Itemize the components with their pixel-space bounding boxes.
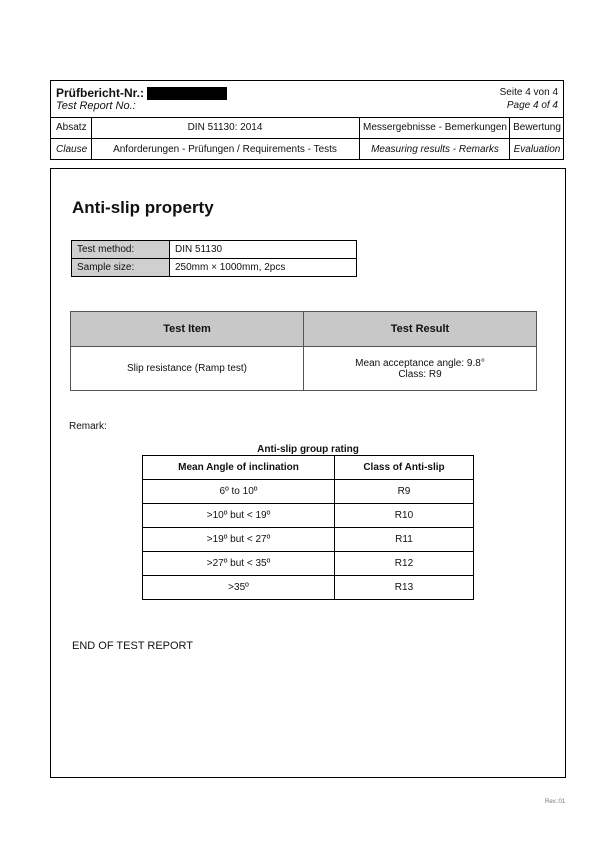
header-divider	[91, 117, 92, 160]
class-cell: R9	[334, 480, 473, 504]
report-header	[50, 80, 564, 160]
test-item-header: Test Item	[71, 312, 304, 347]
group-rating-title: Anti-slip group rating	[257, 444, 359, 455]
messergebnisse-label: Messergebnisse - Bemerkungen	[363, 122, 507, 133]
table-row	[72, 259, 357, 277]
requirements-text: Anforderungen - Prüfungen / Requirements - Tests	[113, 144, 337, 155]
group-rating-table	[142, 455, 474, 600]
test-info-table	[71, 240, 357, 277]
test-result-header: Test Result	[304, 312, 537, 347]
absatz-label: Absatz	[56, 122, 87, 133]
result-line: Class: R9	[398, 368, 442, 380]
class-cell: R11	[334, 528, 473, 552]
sample-size-label: Sample size:	[72, 259, 170, 277]
test-method-label: Test method:	[72, 241, 170, 259]
class-cell: R12	[334, 552, 473, 576]
table-row	[143, 528, 474, 552]
test-item-cell: Slip resistance (Ramp test)	[71, 347, 304, 391]
table-row	[143, 576, 474, 600]
table-row	[143, 504, 474, 528]
angle-cell: >35º	[143, 576, 335, 600]
end-of-report: END OF TEST REPORT	[72, 640, 194, 652]
requirements-label	[91, 144, 359, 155]
remark-label: Remark:	[69, 421, 107, 432]
angle-header: Mean Angle of inclination	[143, 456, 335, 480]
angle-cell: >10º but < 19º	[143, 504, 335, 528]
angle-cell: >27º but < 35º	[143, 552, 335, 576]
test-results-table	[70, 311, 537, 391]
angle-cell: 6º to 10º	[143, 480, 335, 504]
table-row	[143, 480, 474, 504]
table-row	[71, 347, 537, 391]
header-columns-en	[51, 139, 563, 160]
section-title: Anti-slip property	[72, 198, 214, 217]
report-number-label: Prüfbericht-Nr.:	[56, 86, 145, 100]
table-header-row	[71, 312, 537, 347]
revision-label: Rev.:01	[545, 799, 566, 805]
header-title-row	[51, 81, 563, 118]
table-row	[143, 552, 474, 576]
clause-label: Clause	[56, 144, 88, 155]
page-number-en: Page 4 of 4	[506, 100, 558, 111]
angle-cell: >19º but < 27º	[143, 528, 335, 552]
table-row	[72, 241, 357, 259]
page-number-de: Seite 4 von 4	[499, 87, 558, 98]
header-columns-de	[51, 117, 563, 139]
redacted-report-number	[147, 87, 227, 100]
header-divider	[359, 117, 360, 160]
result-line: Mean acceptance angle: 9.8°	[355, 357, 485, 369]
header-divider	[509, 117, 510, 160]
standard-label: DIN 51130: 2014	[187, 122, 263, 133]
class-header: Class of Anti-slip	[334, 456, 473, 480]
measuring-results-label: Measuring results - Remarks	[371, 144, 499, 155]
report-number-label-en: Test Report No.:	[56, 100, 136, 112]
class-cell: R13	[334, 576, 473, 600]
class-cell: R10	[334, 504, 473, 528]
bewertung-label: Bewertung	[513, 122, 561, 133]
evaluation-label: Evaluation	[513, 144, 561, 155]
sample-size-value: 250mm × 1000mm, 2pcs	[170, 259, 357, 277]
test-result-cell	[304, 347, 537, 391]
test-method-value: DIN 51130	[170, 241, 357, 259]
table-header-row	[143, 456, 474, 480]
